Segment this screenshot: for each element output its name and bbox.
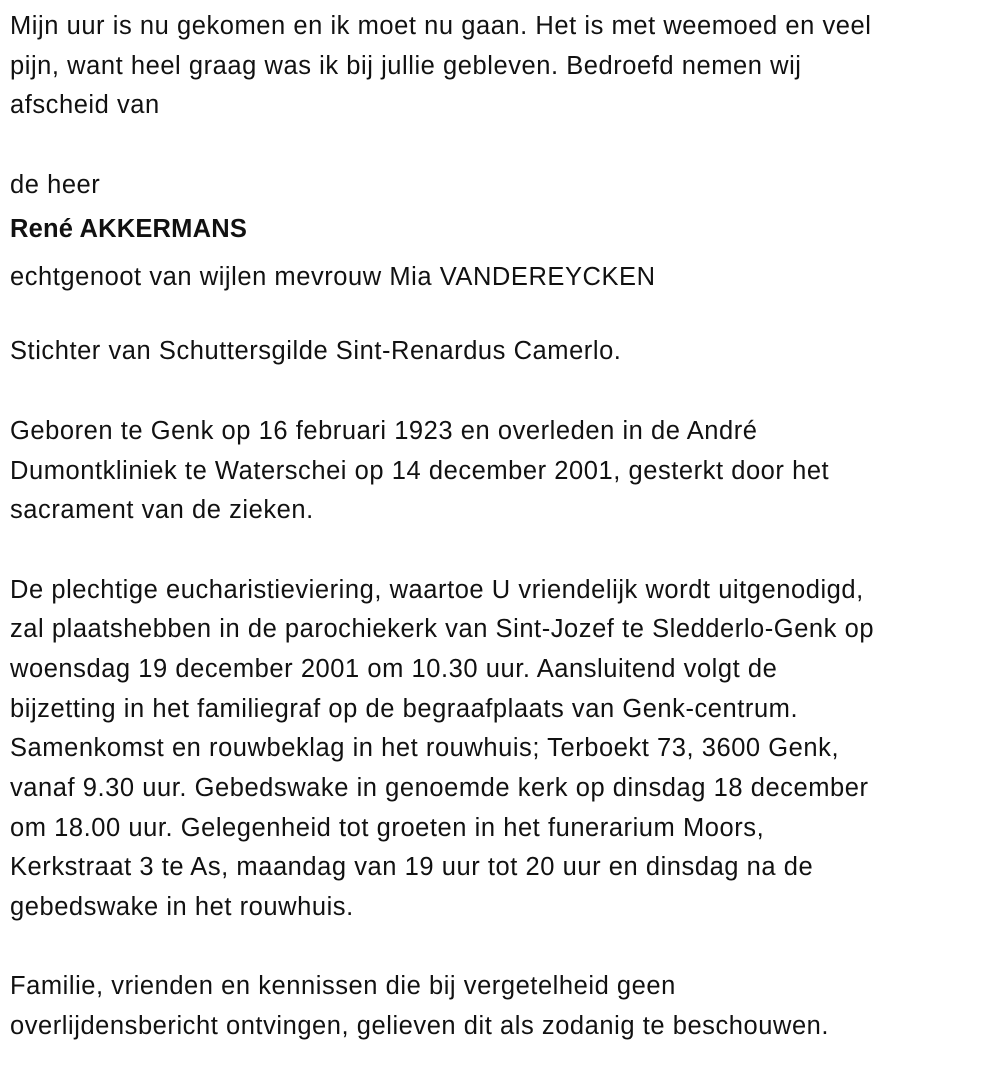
intro-paragraph: [10, 7, 874, 126]
text-line: Samenkomst en rouwbeklag in het rouwhuis; Terboekt 73, 3600 Genk,: [10, 734, 840, 763]
founder-line: Stichter van Schuttersgilde Sint-Renardus Camerlo.: [10, 337, 622, 366]
spacer: [10, 301, 874, 332]
text-line: vanaf 9.30 uur. Gebedswake in genoemde kerk op dinsdag 18 december: [10, 774, 869, 802]
text-line: sacrament van de zieken.: [10, 496, 314, 525]
ceremony-paragraph: [10, 571, 874, 928]
text-line: De plechtige eucharistieviering, waartoe U vriendelijk wordt uitgenodigd,: [10, 575, 864, 604]
text-line: afscheid van: [10, 91, 160, 120]
text-line: Mijn uur is nu gekomen en ik moet nu gaan. Het is met weemoed en veel: [10, 12, 872, 40]
title-prefix: de heer: [10, 170, 101, 199]
text-line: Familie, vrienden en kennissen die bij vergetelheid geen: [10, 972, 676, 1001]
text-line: zal plaatshebben in de parochiekerk van Sint-Jozef te Sledderlo-Genk op: [10, 615, 875, 644]
text-line: Kerkstraat 3 te As, maandag van 19 uur tot 20 uur en dinsdag na de: [10, 853, 814, 882]
text-line: Geboren te Genk op 16 februari 1923 en overleden in de André: [10, 416, 758, 445]
spacer: [10, 531, 874, 571]
text-line: gebedswake in het rouwhuis.: [10, 893, 354, 922]
closing-paragraph: [10, 967, 874, 1046]
deceased-name: René AKKERMANS: [10, 215, 248, 244]
spacer: [10, 928, 874, 968]
text-line: overlijdensbericht ontvingen, gelieven dit als zodanig te beschouwen.: [10, 1012, 830, 1041]
text-line: om 18.00 uur. Gelegenheid tot groeten in het funerarium Moors,: [10, 813, 765, 842]
spacer: [10, 372, 874, 412]
text-line: Dumontkliniek te Waterschei op 14 december 2001, gesterkt door het: [10, 456, 830, 485]
text-line: bijzetting in het familiegraf op de begraafplaats van Genk-centrum.: [10, 694, 799, 723]
birth-death-paragraph: [10, 412, 874, 531]
obituary-document: [10, 7, 874, 1047]
text-line: pijn, want heel graag was ik bij jullie gebleven. Bedroefd nemen wij: [10, 51, 802, 80]
spacer: [10, 126, 874, 166]
spouse-line: echtgenoot van wijlen mevrouw Mia VANDEREYCKEN: [10, 263, 656, 292]
text-line: woensdag 19 december 2001 om 10.30 uur. Aansluitend volgt de: [10, 654, 778, 683]
